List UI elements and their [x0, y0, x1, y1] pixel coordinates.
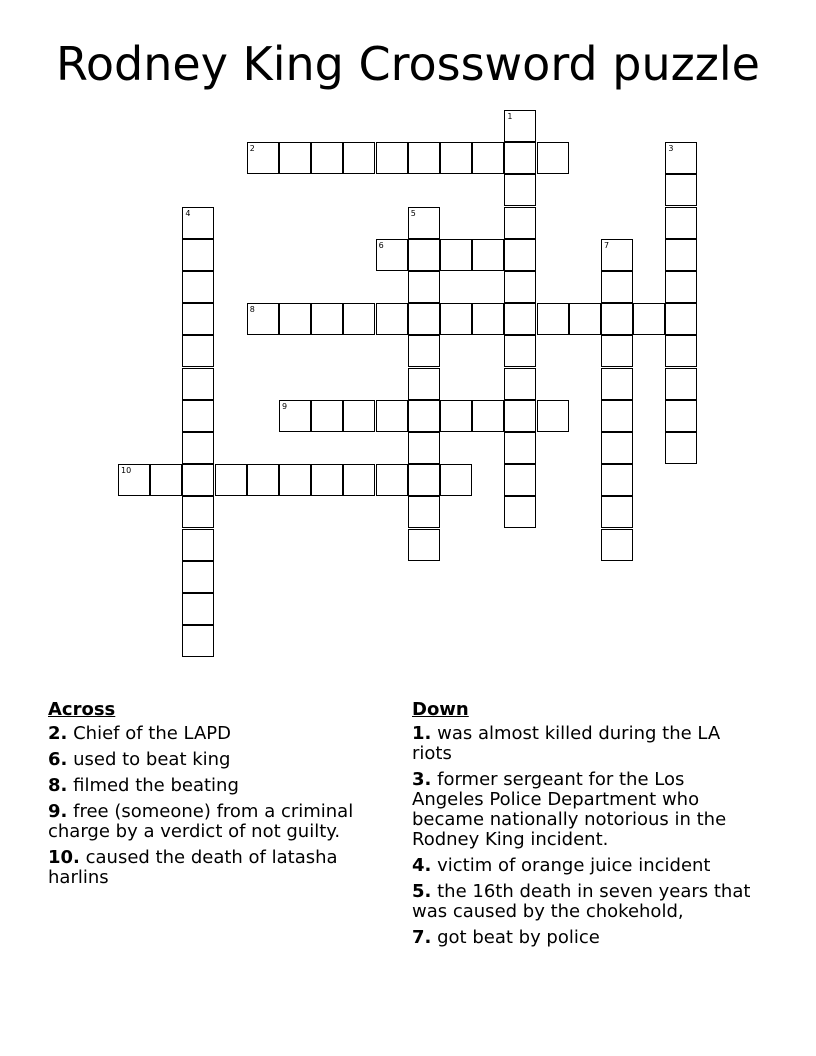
down-clues: [412, 700, 752, 954]
grid-cell[interactable]: [665, 174, 697, 206]
grid-cell[interactable]: [601, 303, 633, 335]
grid-cell[interactable]: [504, 303, 536, 335]
grid-cell[interactable]: [665, 368, 697, 400]
grid-cell[interactable]: [376, 303, 408, 335]
grid-cell[interactable]: [182, 207, 214, 239]
grid-cell[interactable]: [504, 368, 536, 400]
clue-text: former sergeant for the Los Angeles Police Department who became nationally notorious in the Rodney King incident.: [412, 769, 727, 850]
grid-cell[interactable]: [118, 464, 150, 496]
grid-cell[interactable]: [343, 303, 375, 335]
grid-cell[interactable]: [408, 207, 440, 239]
clue-text: Chief of the LAPD: [73, 723, 232, 744]
grid-cell[interactable]: [279, 400, 311, 432]
grid-cell[interactable]: [504, 335, 536, 367]
grid-cell[interactable]: [182, 496, 214, 528]
grid-cell[interactable]: [376, 142, 408, 174]
grid-cell[interactable]: [601, 239, 633, 271]
cell-number: 3: [668, 144, 674, 154]
grid-cell[interactable]: [665, 271, 697, 303]
grid-cell[interactable]: [504, 432, 536, 464]
grid-cell[interactable]: [601, 432, 633, 464]
grid-cell[interactable]: [182, 561, 214, 593]
cell-number: 1: [507, 112, 513, 121]
grid-cell[interactable]: [665, 400, 697, 432]
clue-text: the 16th death in seven years that was caused by the chokehold,: [412, 881, 751, 922]
grid-cell[interactable]: [601, 400, 633, 432]
grid-cell[interactable]: [408, 271, 440, 303]
clue-across-2: [48, 724, 388, 744]
grid-cell[interactable]: [182, 368, 214, 400]
grid-cell[interactable]: [215, 464, 247, 496]
grid-cell[interactable]: [182, 432, 214, 464]
across-clues: [48, 700, 388, 894]
grid-cell[interactable]: [665, 432, 697, 464]
grid-cell[interactable]: [472, 142, 504, 174]
cell-number: 8: [249, 305, 255, 315]
grid-cell[interactable]: [247, 464, 279, 496]
clue-number: 6.: [48, 749, 68, 770]
grid-cell[interactable]: [376, 400, 408, 432]
grid-cell[interactable]: [440, 239, 472, 271]
cell-number: 7: [604, 240, 610, 250]
clue-across-9: [48, 802, 388, 842]
clue-number: 7.: [412, 927, 432, 948]
cell-number: 2: [249, 144, 255, 154]
grid-cell[interactable]: [311, 142, 343, 174]
grid-cell[interactable]: [504, 464, 536, 496]
clue-text: victim of orange juice incident: [437, 855, 711, 876]
grid-cell[interactable]: [182, 303, 214, 335]
grid-cell[interactable]: [665, 335, 697, 367]
across-heading: Across: [48, 699, 116, 720]
grid-cell[interactable]: [182, 239, 214, 271]
clue-number: 2.: [48, 723, 68, 744]
grid-cell[interactable]: [440, 464, 472, 496]
clue-number: 3.: [412, 769, 432, 790]
grid-cell[interactable]: [504, 207, 536, 239]
clue-across-10: [48, 848, 388, 888]
grid-cell[interactable]: [665, 303, 697, 335]
grid-cell[interactable]: [472, 239, 504, 271]
grid-cell[interactable]: [633, 303, 665, 335]
grid-cell[interactable]: [472, 303, 504, 335]
grid-cell[interactable]: [665, 207, 697, 239]
grid-cell[interactable]: [537, 303, 569, 335]
grid-cell[interactable]: [408, 142, 440, 174]
clue-text: free (someone) from a criminal charge by a verdict of not guilty.: [48, 801, 354, 842]
clue-number: 5.: [412, 881, 432, 902]
clue-down-1: [412, 724, 752, 764]
grid-cell[interactable]: [601, 335, 633, 367]
grid-cell[interactable]: [408, 303, 440, 335]
grid-cell[interactable]: [182, 400, 214, 432]
grid-cell[interactable]: [343, 142, 375, 174]
clue-number: 9.: [48, 801, 68, 822]
grid-cell[interactable]: [182, 625, 214, 657]
grid-cell[interactable]: [665, 142, 697, 174]
grid-cell[interactable]: [601, 496, 633, 528]
clue-across-6: [48, 750, 388, 770]
grid-cell[interactable]: [440, 142, 472, 174]
grid-cell[interactable]: [440, 400, 472, 432]
grid-cell[interactable]: [247, 303, 279, 335]
grid-cell[interactable]: [601, 464, 633, 496]
grid-cell[interactable]: [311, 400, 343, 432]
grid-cell[interactable]: [408, 368, 440, 400]
cell-number: 10: [121, 466, 132, 476]
grid-cell[interactable]: [408, 529, 440, 561]
down-heading: Down: [412, 699, 469, 720]
grid-cell[interactable]: [408, 400, 440, 432]
grid-cell[interactable]: [182, 335, 214, 367]
grid-cell[interactable]: [376, 239, 408, 271]
clue-text: got beat by police: [437, 927, 600, 948]
grid-cell[interactable]: [472, 400, 504, 432]
grid-cell[interactable]: [182, 529, 214, 561]
grid-cell[interactable]: [376, 464, 408, 496]
grid-cell[interactable]: [537, 142, 569, 174]
grid-cell[interactable]: [279, 464, 311, 496]
cell-number: 9: [282, 401, 288, 411]
grid-cell[interactable]: [408, 464, 440, 496]
cell-number: 6: [378, 240, 384, 250]
clue-number: 10.: [48, 847, 80, 868]
clue-down-3: [412, 770, 752, 850]
grid-cell[interactable]: [343, 464, 375, 496]
grid-cell[interactable]: [408, 432, 440, 464]
clue-number: 1.: [412, 723, 432, 744]
grid-cell[interactable]: [504, 239, 536, 271]
grid-cell[interactable]: [504, 142, 536, 174]
cell-number: 5: [410, 208, 416, 218]
clue-text: was almost killed during the LA riots: [412, 723, 721, 764]
grid-cell[interactable]: [537, 400, 569, 432]
cell-number: 4: [185, 208, 191, 218]
grid-cell[interactable]: [182, 464, 214, 496]
grid-cell[interactable]: [569, 303, 601, 335]
clue-down-5: [412, 882, 752, 922]
grid-cell[interactable]: [504, 271, 536, 303]
clue-down-4: [412, 856, 752, 876]
clue-down-7: [412, 928, 752, 948]
grid-cell[interactable]: [601, 271, 633, 303]
clue-text: used to beat king: [73, 749, 231, 770]
grid-cell[interactable]: [504, 174, 536, 206]
grid-cell[interactable]: [343, 400, 375, 432]
clue-number: 8.: [48, 775, 68, 796]
grid-cell[interactable]: [279, 303, 311, 335]
clue-text: caused the death of latasha harlins: [48, 847, 338, 888]
grid-cell[interactable]: [311, 464, 343, 496]
page-title: Rodney King Crossword puzzle: [56, 37, 760, 91]
grid-cell[interactable]: [247, 142, 279, 174]
clue-number: 4.: [412, 855, 432, 876]
grid-cell[interactable]: [601, 529, 633, 561]
grid-cell[interactable]: [504, 110, 536, 142]
grid-cell[interactable]: [408, 239, 440, 271]
grid-cell[interactable]: [182, 593, 214, 625]
grid-cell[interactable]: [311, 303, 343, 335]
grid-cell[interactable]: [665, 239, 697, 271]
grid-cell[interactable]: [601, 368, 633, 400]
grid-cell[interactable]: [408, 496, 440, 528]
grid-cell[interactable]: [440, 303, 472, 335]
grid-cell[interactable]: [408, 335, 440, 367]
clue-across-8: [48, 776, 388, 796]
grid-cell[interactable]: [504, 496, 536, 528]
grid-cell[interactable]: [504, 400, 536, 432]
grid-cell[interactable]: [279, 142, 311, 174]
clue-text: filmed the beating: [73, 775, 239, 796]
grid-cell[interactable]: [182, 271, 214, 303]
grid-cell[interactable]: [150, 464, 182, 496]
